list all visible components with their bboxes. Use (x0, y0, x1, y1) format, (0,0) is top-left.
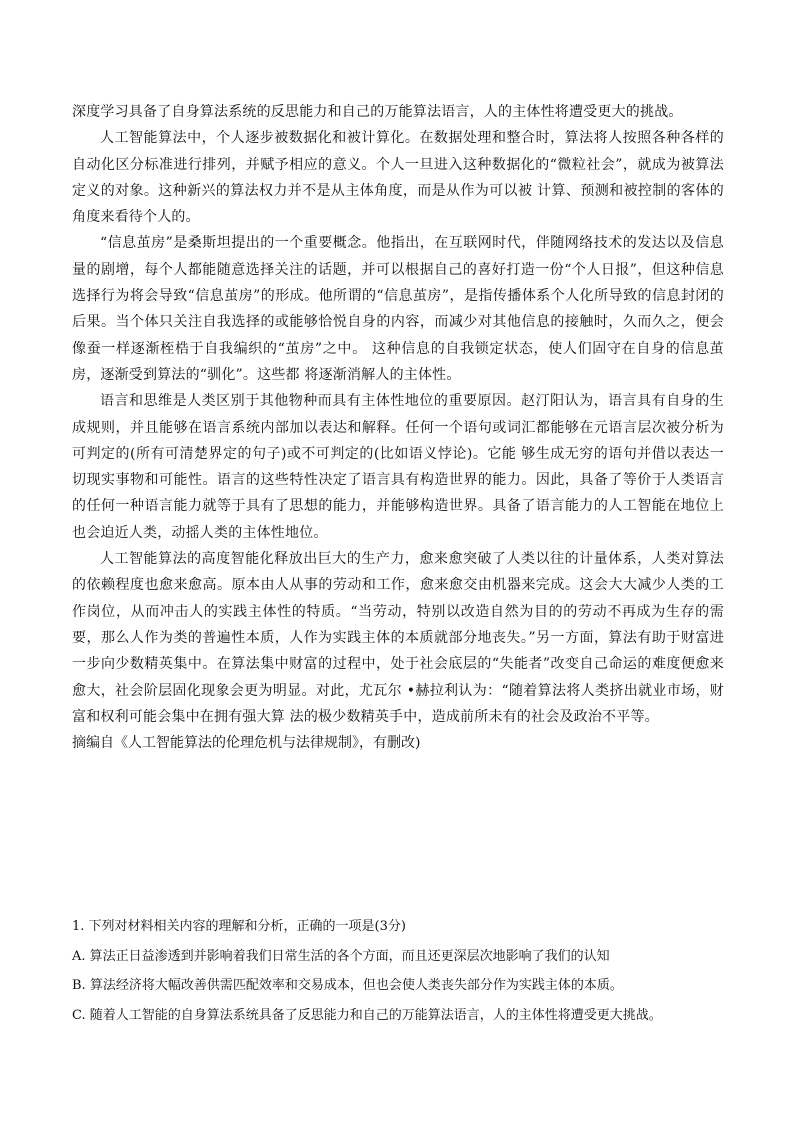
option-c: C. 随着人工智能的自身算法系统具备了反思能力和自己的万能算法语言，人的主体性将遭受更大挑战。 (72, 1007, 662, 1023)
option-a: A. 算法正日益渗透到并影响着我们日常生活的各个方面，而且还更深层次地影响了我们的认知 (72, 948, 610, 964)
option-b: B. 算法经济将大幅改善供需匹配效率和交易成本，但也会使人类丧失部分作为实践主体的本质。 (72, 978, 623, 993)
question-stem: 1. 下列对材料相关内容的理解和分析，正确的一项是(3分) (72, 919, 406, 934)
article-paragraph-information-cocoon: “信息茧房”是桑斯坦提出的一个重要概念。他指出，在互联网时代，伴随网络技术的发达以及信息量的剧增，每个人都能随意选择关注的话题，并可以根据自己的喜好打造一份“个人日报”，但这种信息选择行为将会导致“信息茧房”的形成。他所谓的“信息茧房”，是指传播体系个人化所导致的信息封闭的后果。当个体只关注自我选择的或能够恰悦自身的内容，而减少对其他信息的接触时，久而久之，便会像蚕一样逐渐桎梏于自我编织的“茧房”之中。 这种信息的自我锁定状态，使人们固守在自身的信息茧房，逐渐受到算法的“驯化”。这些都 将逐渐消解人的主体性。 (72, 235, 724, 383)
article (72, 99, 724, 756)
article-paragraph-productivity: 人工智能算法的高度智能化释放出巨大的生产力，愈来愈突破了人类以往的计量体系，人类对算法的依赖程度也愈来愈高。原本由人从事的劳动和工作，愈来愈交由机器来完成。这会大大减少人类的工作岗位，从而冲击人的实践主体性的特质。“当劳动，特别以改造自然为目的的劳动不再成为生存的需要，那么人作为类的普遍性本质，人作为实践主体的本质就部分地丧失。”另一方面，算法有助于财富进一步向少数精英集中。在算法集中财富的过程中，处于社会底层的“失能者”改变自己命运的难度便愈来愈大，社会阶层固化现象会更为明显。对此，尤瓦尔 •赫拉利认为：“随着算法将人类挤出就业市场，财富和权利可能会集中在拥有强大算 法的极少数精英手中，造成前所未有的社会及政治不平等。 (72, 551, 724, 725)
article-paragraph-continued: 深度学习具备了自身算法系统的反思能力和自己的万能算法语言，人的主体性将遭受更大的挑战。 (72, 104, 683, 120)
article-paragraph-language-thinking: 语言和思维是人类区别于其他物种而具有主体性地位的重要原因。赵汀阳认为，语言具有自身的生成规则，并且能够在语言系统内部加以表达和解释。任何一个语句或词汇都能够在元语言层次被分析为可判定的(所有可清楚界定的句子)或不可判定的(比如语义悖论)。它能 够生成无穷的语句并借以表达一切现实事物和可能性。语言的这些特性决定了语言具有构造世界的能力。因此，具备了等价于人类语言的任何一种语言能力就等于具有了思想的能力，并能够构造世界。具备了语言能力的人工智能在地位上也会迫近人类，动摇人类的主体性地位。 (72, 393, 724, 541)
question-block (72, 912, 732, 1030)
article-source: 摘编自《人工智能算法的伦理危机与法律规制》，有删改) (72, 735, 421, 752)
article-paragraph-datafication: 人工智能算法中，个人逐步被数据化和被计算化。在数据处理和整合时，算法将人按照各种各样的自动化区分标准进行排列，并赋予相应的意义。个人一旦进入这种数据化的“微粒社会”，就成为被算法定义的对象。这种新兴的算法权力并不是从主体角度，而是从作为可以被 计算、预测和被控制的客体的角度来看待个人的。 (72, 130, 724, 226)
